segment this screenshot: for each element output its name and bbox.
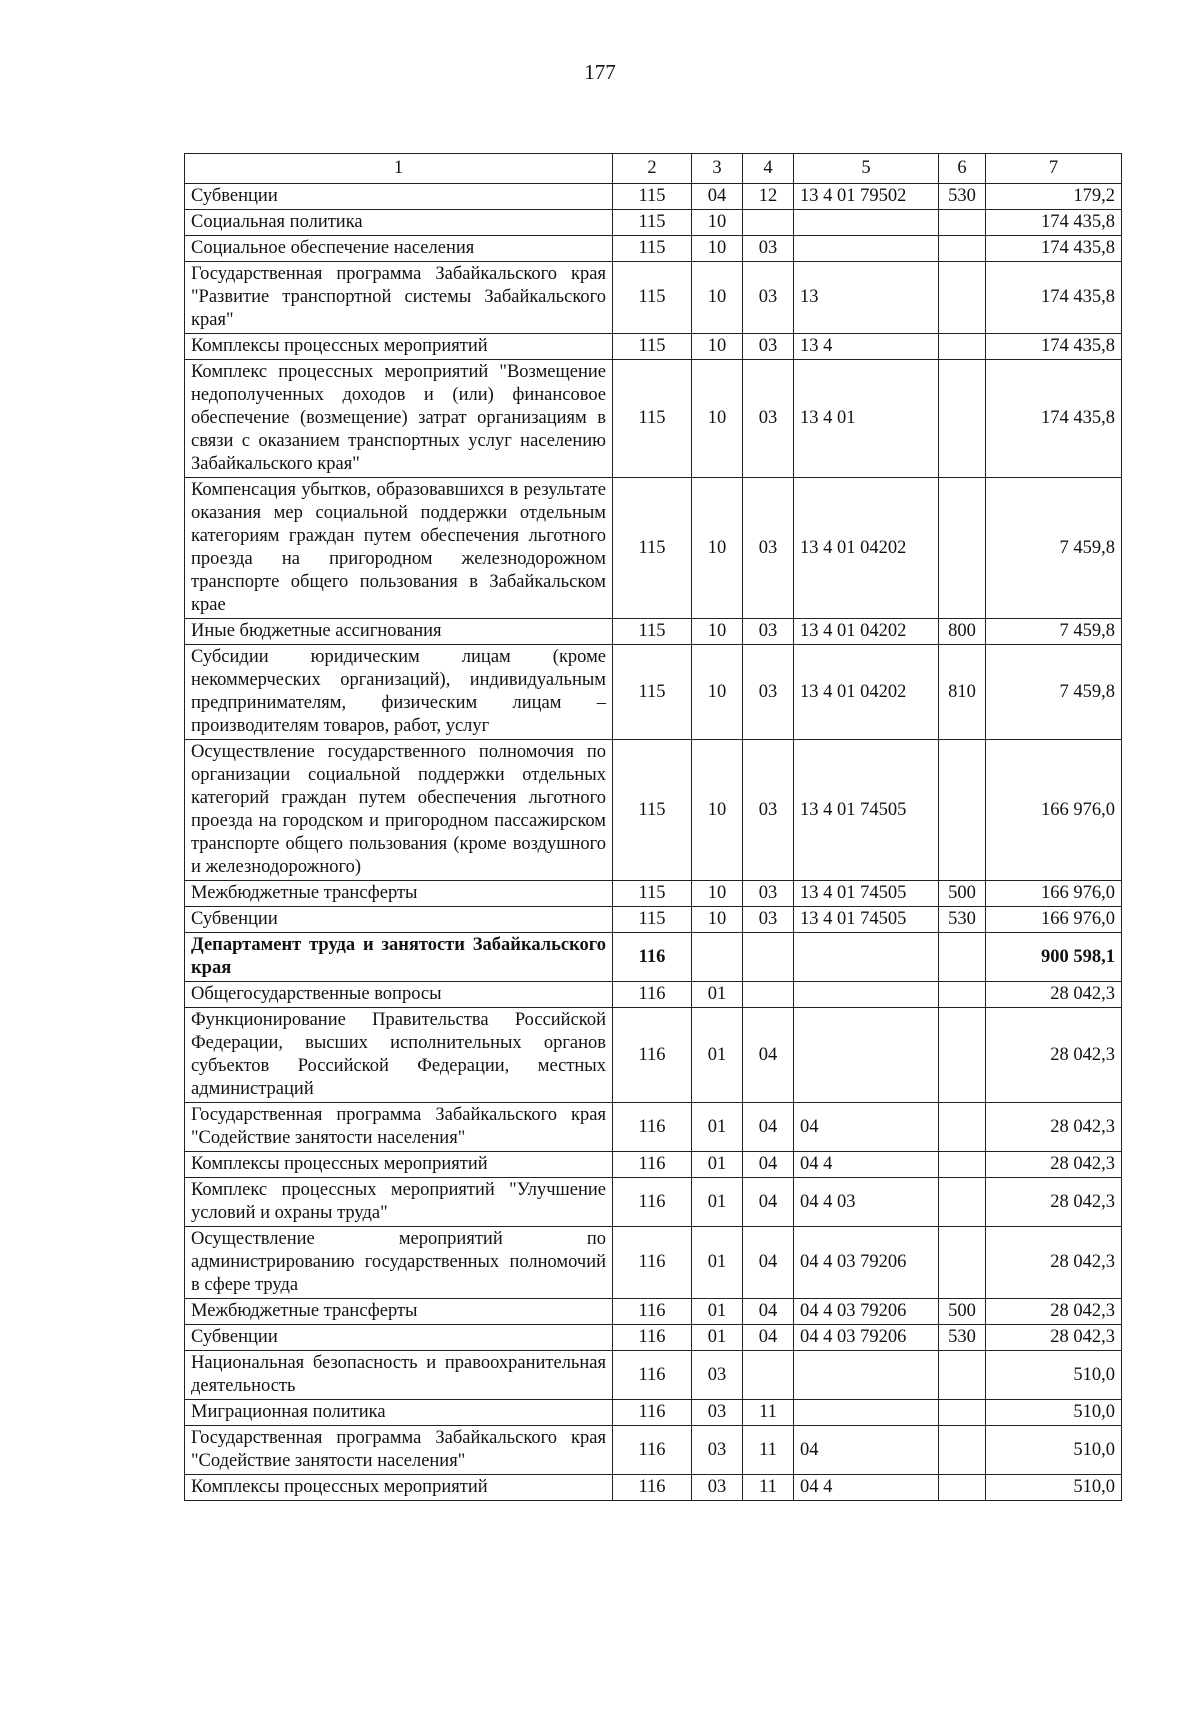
subsection-code-cell: 04 (743, 1227, 794, 1299)
subsection-code-cell: 03 (743, 645, 794, 740)
section-code-cell: 01 (692, 1178, 743, 1227)
amount-cell: 174 435,8 (986, 334, 1122, 360)
target-article-cell: 13 4 (794, 334, 939, 360)
section-code-cell: 03 (692, 1475, 743, 1501)
target-article-cell (794, 1351, 939, 1400)
table-row (185, 1008, 1122, 1103)
target-article-cell: 04 (794, 1426, 939, 1475)
subsection-code-cell (743, 210, 794, 236)
table-row (185, 645, 1122, 740)
amount-cell: 28 042,3 (986, 1299, 1122, 1325)
ministry-code-cell: 115 (613, 881, 692, 907)
table-row (185, 1227, 1122, 1299)
target-article-cell: 13 4 01 04202 (794, 478, 939, 619)
row-name-cell: Функционирование Правительства Российской Федерации, высших исполнительных органов субъектов Российской Федерации, местных администраций (185, 1008, 613, 1103)
column-header: 3 (692, 154, 743, 184)
expense-type-cell (939, 982, 986, 1008)
row-name-cell: Комплексы процессных мероприятий (185, 334, 613, 360)
section-code-cell: 10 (692, 236, 743, 262)
target-article-cell: 13 4 01 (794, 360, 939, 478)
column-header: 6 (939, 154, 986, 184)
table-row (185, 1152, 1122, 1178)
amount-cell: 510,0 (986, 1426, 1122, 1475)
subsection-code-cell: 12 (743, 184, 794, 210)
ministry-code-cell: 116 (613, 1152, 692, 1178)
amount-cell: 166 976,0 (986, 881, 1122, 907)
column-header: 5 (794, 154, 939, 184)
table-header-row (185, 154, 1122, 184)
subsection-code-cell: 04 (743, 1152, 794, 1178)
ministry-code-cell: 115 (613, 619, 692, 645)
target-article-cell: 13 4 01 74505 (794, 740, 939, 881)
table-row (185, 907, 1122, 933)
expense-type-cell (939, 1475, 986, 1501)
target-article-cell: 13 4 01 74505 (794, 907, 939, 933)
expense-type-cell (939, 1351, 986, 1400)
section-code-cell: 03 (692, 1426, 743, 1475)
ministry-code-cell: 116 (613, 1475, 692, 1501)
expense-type-cell (939, 360, 986, 478)
section-code-cell: 01 (692, 1299, 743, 1325)
amount-cell: 510,0 (986, 1400, 1122, 1426)
section-code-cell: 01 (692, 1227, 743, 1299)
amount-cell: 28 042,3 (986, 982, 1122, 1008)
row-name-cell: Межбюджетные трансферты (185, 1299, 613, 1325)
amount-cell: 166 976,0 (986, 907, 1122, 933)
subsection-code-cell: 03 (743, 478, 794, 619)
table-row (185, 1103, 1122, 1152)
table-row (185, 1178, 1122, 1227)
expense-type-cell (939, 1400, 986, 1426)
target-article-cell: 13 4 01 04202 (794, 619, 939, 645)
amount-cell: 7 459,8 (986, 619, 1122, 645)
ministry-code-cell: 115 (613, 645, 692, 740)
ministry-code-cell: 116 (613, 1426, 692, 1475)
table-row (185, 184, 1122, 210)
ministry-code-cell: 115 (613, 334, 692, 360)
section-code-cell: 01 (692, 1008, 743, 1103)
row-name-cell: Департамент труда и занятости Забайкальского края (185, 933, 613, 982)
expense-type-cell (939, 478, 986, 619)
subsection-code-cell (743, 982, 794, 1008)
ministry-code-cell: 115 (613, 184, 692, 210)
ministry-code-cell: 116 (613, 1400, 692, 1426)
subsection-code-cell: 11 (743, 1426, 794, 1475)
row-name-cell: Субвенции (185, 907, 613, 933)
amount-cell: 28 042,3 (986, 1325, 1122, 1351)
table-row (185, 1400, 1122, 1426)
expense-type-cell (939, 933, 986, 982)
subsection-code-cell: 03 (743, 262, 794, 334)
section-code-cell: 01 (692, 1103, 743, 1152)
target-article-cell: 13 4 01 04202 (794, 645, 939, 740)
table-row (185, 619, 1122, 645)
target-article-cell: 04 4 03 79206 (794, 1227, 939, 1299)
table-row (185, 478, 1122, 619)
row-name-cell: Социальная политика (185, 210, 613, 236)
target-article-cell: 13 (794, 262, 939, 334)
target-article-cell: 13 4 01 74505 (794, 881, 939, 907)
amount-cell: 28 042,3 (986, 1178, 1122, 1227)
target-article-cell (794, 210, 939, 236)
column-header: 1 (185, 154, 613, 184)
amount-cell: 28 042,3 (986, 1152, 1122, 1178)
amount-cell: 166 976,0 (986, 740, 1122, 881)
page-number: 177 (584, 60, 616, 84)
row-name-cell: Субсидии юридическим лицам (кроме некоммерческих организаций), индивидуальным предпринимателям, физическим лицам – производителям товаров, работ, услуг (185, 645, 613, 740)
table-row (185, 210, 1122, 236)
row-name-cell: Комплекс процессных мероприятий "Улучшение условий и охраны труда" (185, 1178, 613, 1227)
amount-cell: 179,2 (986, 184, 1122, 210)
expense-type-cell (939, 1008, 986, 1103)
subsection-code-cell: 11 (743, 1475, 794, 1501)
amount-cell: 7 459,8 (986, 478, 1122, 619)
amount-cell: 174 435,8 (986, 360, 1122, 478)
subsection-code-cell: 04 (743, 1103, 794, 1152)
expense-type-cell: 500 (939, 881, 986, 907)
target-article-cell: 04 4 03 79206 (794, 1299, 939, 1325)
ministry-code-cell: 116 (613, 1351, 692, 1400)
expense-type-cell (939, 740, 986, 881)
row-name-cell: Межбюджетные трансферты (185, 881, 613, 907)
table-row (185, 1426, 1122, 1475)
ministry-code-cell: 116 (613, 1008, 692, 1103)
row-name-cell: Комплексы процессных мероприятий (185, 1475, 613, 1501)
expense-type-cell (939, 1178, 986, 1227)
subsection-code-cell: 03 (743, 360, 794, 478)
table-row (185, 1351, 1122, 1400)
section-code-cell (692, 933, 743, 982)
table-row (185, 1325, 1122, 1351)
section-code-cell: 10 (692, 360, 743, 478)
table-row (185, 1475, 1122, 1501)
section-code-cell: 04 (692, 184, 743, 210)
section-code-cell: 10 (692, 210, 743, 236)
target-article-cell: 04 4 (794, 1475, 939, 1501)
ministry-code-cell: 115 (613, 210, 692, 236)
row-name-cell: Общегосударственные вопросы (185, 982, 613, 1008)
expense-type-cell: 530 (939, 907, 986, 933)
section-code-cell: 10 (692, 740, 743, 881)
amount-cell: 510,0 (986, 1351, 1122, 1400)
table-row (185, 360, 1122, 478)
ministry-code-cell: 116 (613, 1299, 692, 1325)
ministry-code-cell: 116 (613, 982, 692, 1008)
expense-type-cell (939, 262, 986, 334)
section-code-cell: 03 (692, 1351, 743, 1400)
ministry-code-cell: 115 (613, 262, 692, 334)
table-body (185, 154, 1122, 1501)
section-code-cell: 10 (692, 881, 743, 907)
target-article-cell: 04 (794, 1103, 939, 1152)
target-article-cell (794, 236, 939, 262)
row-name-cell: Осуществление мероприятий по администрированию государственных полномочий в сфере труда (185, 1227, 613, 1299)
row-name-cell: Государственная программа Забайкальского края "Содействие занятости населения" (185, 1426, 613, 1475)
ministry-code-cell: 115 (613, 236, 692, 262)
row-name-cell: Государственная программа Забайкальского края "Развитие транспортной системы Забайкальского края" (185, 262, 613, 334)
amount-cell: 28 042,3 (986, 1227, 1122, 1299)
section-code-cell: 01 (692, 1325, 743, 1351)
section-code-cell: 10 (692, 262, 743, 334)
target-article-cell (794, 1008, 939, 1103)
subsection-code-cell: 03 (743, 907, 794, 933)
amount-cell: 174 435,8 (986, 262, 1122, 334)
amount-cell: 174 435,8 (986, 210, 1122, 236)
section-code-cell: 10 (692, 907, 743, 933)
column-header: 4 (743, 154, 794, 184)
expense-type-cell: 810 (939, 645, 986, 740)
row-name-cell: Комплексы процессных мероприятий (185, 1152, 613, 1178)
section-code-cell: 10 (692, 334, 743, 360)
row-name-cell: Миграционная политика (185, 1400, 613, 1426)
table-row (185, 740, 1122, 881)
subsection-code-cell: 03 (743, 881, 794, 907)
row-name-cell: Иные бюджетные ассигнования (185, 619, 613, 645)
table-row (185, 1299, 1122, 1325)
amount-cell: 174 435,8 (986, 236, 1122, 262)
ministry-code-cell: 116 (613, 1103, 692, 1152)
subsection-code-cell: 11 (743, 1400, 794, 1426)
subsection-code-cell: 03 (743, 236, 794, 262)
ministry-code-cell: 115 (613, 478, 692, 619)
row-name-cell: Субвенции (185, 184, 613, 210)
target-article-cell: 04 4 (794, 1152, 939, 1178)
amount-cell: 510,0 (986, 1475, 1122, 1501)
subsection-code-cell: 04 (743, 1008, 794, 1103)
table-row (185, 262, 1122, 334)
row-name-cell: Национальная безопасность и правоохранительная деятельность (185, 1351, 613, 1400)
expense-type-cell: 800 (939, 619, 986, 645)
expense-type-cell (939, 1152, 986, 1178)
subsection-code-cell: 03 (743, 334, 794, 360)
row-name-cell: Государственная программа Забайкальского края "Содействие занятости населения" (185, 1103, 613, 1152)
expense-type-cell (939, 1426, 986, 1475)
target-article-cell (794, 1400, 939, 1426)
amount-cell: 7 459,8 (986, 645, 1122, 740)
table-row (185, 982, 1122, 1008)
expense-type-cell (939, 236, 986, 262)
target-article-cell (794, 982, 939, 1008)
ministry-code-cell: 115 (613, 740, 692, 881)
section-code-cell: 03 (692, 1400, 743, 1426)
amount-cell: 28 042,3 (986, 1103, 1122, 1152)
subsection-code-cell: 03 (743, 740, 794, 881)
row-name-cell: Социальное обеспечение населения (185, 236, 613, 262)
table-row (185, 881, 1122, 907)
ministry-code-cell: 116 (613, 933, 692, 982)
subsection-code-cell (743, 933, 794, 982)
amount-cell: 900 598,1 (986, 933, 1122, 982)
section-code-cell: 10 (692, 645, 743, 740)
target-article-cell: 13 4 01 79502 (794, 184, 939, 210)
subsection-code-cell (743, 1351, 794, 1400)
expense-type-cell: 530 (939, 1325, 986, 1351)
section-code-cell: 10 (692, 619, 743, 645)
expense-type-cell: 500 (939, 1299, 986, 1325)
expense-type-cell (939, 1227, 986, 1299)
expense-type-cell: 530 (939, 184, 986, 210)
column-header: 7 (986, 154, 1122, 184)
row-name-cell: Субвенции (185, 1325, 613, 1351)
subsection-code-cell: 03 (743, 619, 794, 645)
subsection-code-cell: 04 (743, 1325, 794, 1351)
target-article-cell: 04 4 03 79206 (794, 1325, 939, 1351)
row-name-cell: Осуществление государственного полномочия по организации социальной поддержки отдельных категорий граждан путем обеспечения льготного проезда на городском и пригородном пассажирском транспорте общего пользования (кроме воздушного и железнодорожного) (185, 740, 613, 881)
budget-table (184, 153, 1122, 1501)
row-name-cell: Компенсация убытков, образовавшихся в результате оказания мер социальной поддержки отдельным категориям граждан путем обеспечения льготного проезда на пригородном железнодорожном транспорте общего пользования в Забайкальском крае (185, 478, 613, 619)
table-row (185, 933, 1122, 982)
subsection-code-cell: 04 (743, 1299, 794, 1325)
ministry-code-cell: 116 (613, 1178, 692, 1227)
target-article-cell: 04 4 03 (794, 1178, 939, 1227)
table-row (185, 334, 1122, 360)
subsection-code-cell: 04 (743, 1178, 794, 1227)
expense-type-cell (939, 210, 986, 236)
amount-cell: 28 042,3 (986, 1008, 1122, 1103)
expense-type-cell (939, 1103, 986, 1152)
column-header: 2 (613, 154, 692, 184)
ministry-code-cell: 116 (613, 1325, 692, 1351)
section-code-cell: 01 (692, 1152, 743, 1178)
ministry-code-cell: 116 (613, 1227, 692, 1299)
row-name-cell: Комплекс процессных мероприятий "Возмещение недополученных доходов и (или) финансовое обеспечение (возмещение) затрат организациям в связи с оказанием транспортных услуг населению Забайкальского края" (185, 360, 613, 478)
table-row (185, 236, 1122, 262)
ministry-code-cell: 115 (613, 360, 692, 478)
section-code-cell: 01 (692, 982, 743, 1008)
section-code-cell: 10 (692, 478, 743, 619)
expense-type-cell (939, 334, 986, 360)
ministry-code-cell: 115 (613, 907, 692, 933)
target-article-cell (794, 933, 939, 982)
